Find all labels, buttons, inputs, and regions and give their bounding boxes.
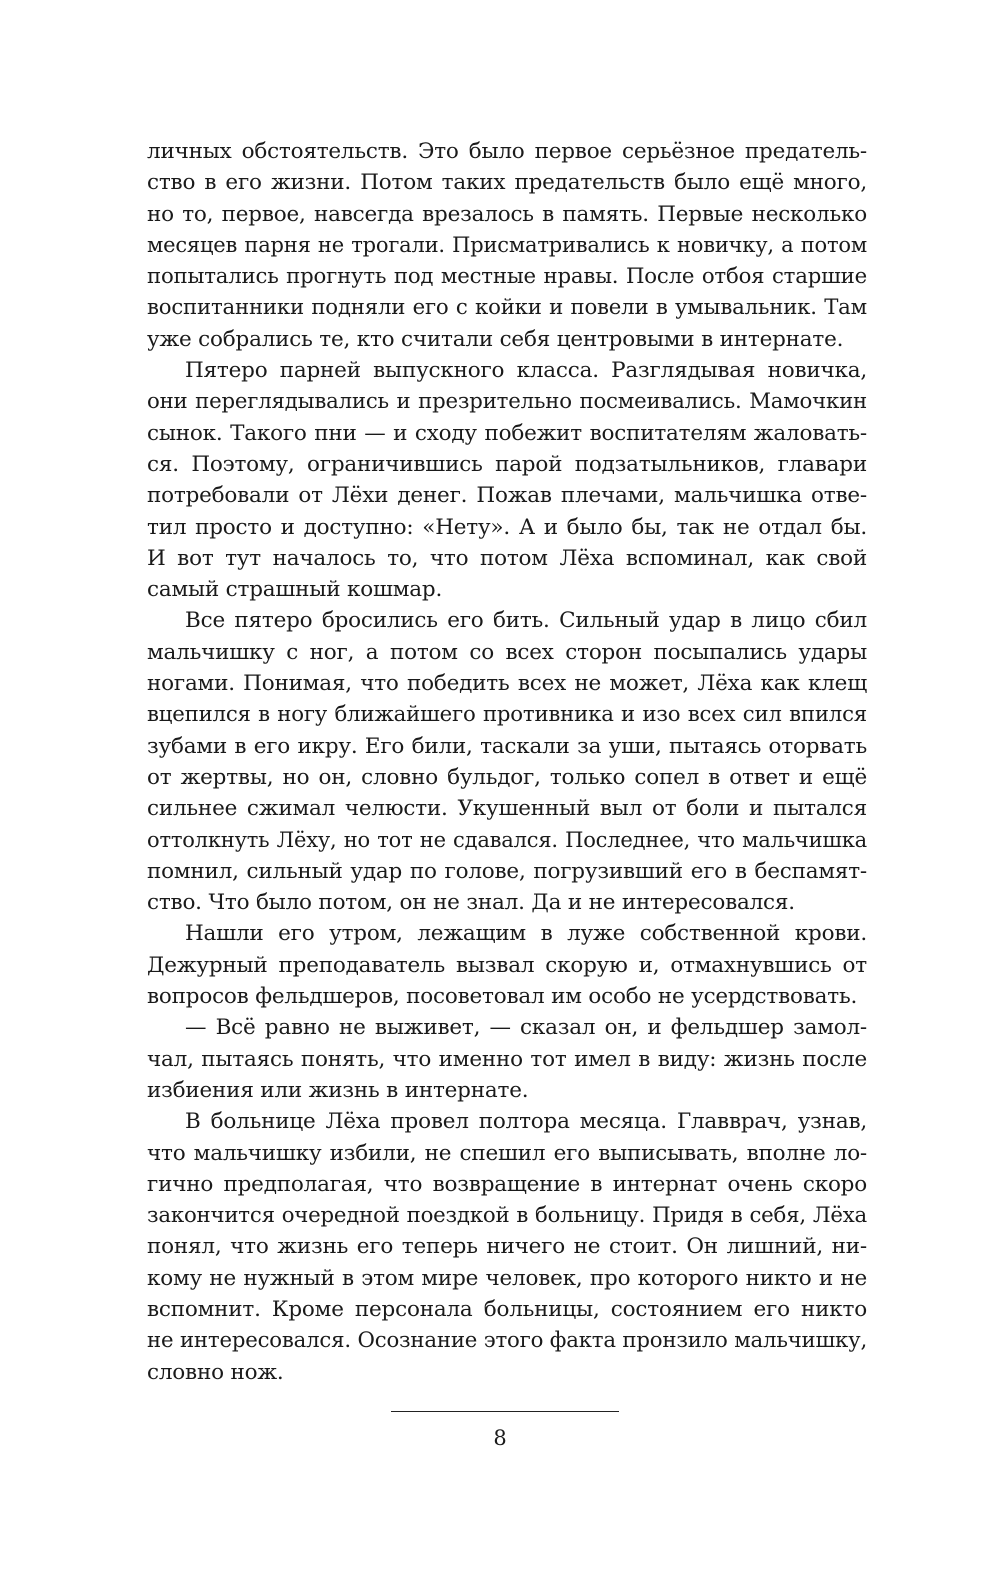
text-line: кому не нужный в этом мире человек, про которого никто и не [147,1265,867,1291]
text-line: они переглядывались и презрительно посмеивались. Мамочкин [147,389,867,415]
text-line: Пятеро парней выпускного класса. Разглядывая новичка, [185,358,867,384]
text-line: мальчишку с ног, а потом со всех сторон посыпались удары [147,639,867,665]
text-line: вспомнит. Кроме персонала больницы, состоянием его никто [147,1296,867,1322]
text-line: сынок. Такого пни — и сходу побежит воспитателям жаловать- [147,420,867,446]
paragraph [147,355,867,605]
text-line: тил просто и доступно: «Нету». А и было бы, так не отдал бы. [147,514,867,540]
text-line: словно нож. [147,1359,284,1385]
page-body [147,136,867,1388]
text-line: уже собрались те, кто считали себя центровыми в интернате. [147,326,844,352]
text-line: помнил, сильный удар по голове, погрузивший его в беспамят- [147,858,867,884]
footer-divider [391,1411,619,1412]
text-line: ство в его жизни. Потом таких предательств было ещё много, [147,170,867,196]
text-line: Нашли его утром, лежащим в луже собственной крови. [185,921,867,947]
text-line: И вот тут началось то, что потом Лёха вспоминал, как свой [147,545,867,571]
text-line: избиения или жизнь в интернате. [147,1077,529,1103]
text-line: но то, первое, навсегда врезалось в память. Первые несколько [147,201,867,227]
text-line: чал, пытаясь понять, что именно тот имел в виду: жизнь после [147,1046,867,1072]
paragraph [147,1012,867,1106]
text-line: самый страшный кошмар. [147,577,443,603]
text-line: гично предполагая, что возвращение в интернат очень скоро [147,1171,867,1197]
text-line: не интересовался. Осознание этого факта пронзило мальчишку, [147,1328,867,1354]
text-line: ся. Поэтому, ограничившись парой подзатыльников, главари [147,451,867,477]
text-line: сильнее сжимал челюсти. Укушенный выл от боли и пытался [147,796,867,822]
paragraph [147,1106,867,1388]
text-line: что мальчишку избили, не спешил его выписывать, вполне ло- [147,1140,867,1166]
text-line: понял, что жизнь его теперь ничего не стоит. Он лишний, ни- [147,1234,867,1260]
text-line: оттолкнуть Лёху, но тот не сдавался. Последнее, что мальчишка [147,827,867,852]
text-line: В больнице Лёха провел полтора месяца. Главврач, узнав, [185,1109,867,1135]
paragraph [147,136,867,355]
text-line: месяцев парня не трогали. Присматривались к новичку, а потом [147,232,867,257]
text-line: — Всё равно не выживет, — сказал он, и фельдшер замол- [185,1015,867,1041]
text-line: вцепился в ногу ближайшего противника и изо всех сил впился [147,702,867,728]
text-line: попытались прогнуть под местные нравы. После отбоя старшие [147,264,867,290]
text-line: Все пятеро бросились его бить. Сильный удар в лицо сбил [185,608,867,634]
paragraph [147,605,867,918]
text-line: закончится очередной поездкой в больницу. Придя в себя, Лёха [147,1203,867,1229]
text-line: ногами. Понимая, что победить всех не может, Лёха как клещ [147,671,867,697]
text-line: Дежурный преподаватель вызвал скорую и, отмахнувшись от [147,952,867,978]
text-line: от жертвы, но он, словно бульдог, только сопел в ответ и ещё [147,764,867,790]
text-line: зубами в его икру. Его били, таскали за уши, пытаясь оторвать [147,733,867,759]
paragraph [147,918,867,1012]
text-line: ство. Что было потом, он не знал. Да и не интересовался. [147,890,795,916]
page-number: 8 [493,1426,507,1450]
text-line: личных обстоятельств. Это было первое серьёзное предатель- [147,139,867,164]
text-line: потребовали от Лёхи денег. Пожав плечами, мальчишка отве- [147,483,867,509]
text-line: вопросов фельдшеров, посоветовал им особо не усердствовать. [147,984,858,1010]
text-line: воспитанники подняли его с койки и повели в умывальник. Там [147,295,867,321]
